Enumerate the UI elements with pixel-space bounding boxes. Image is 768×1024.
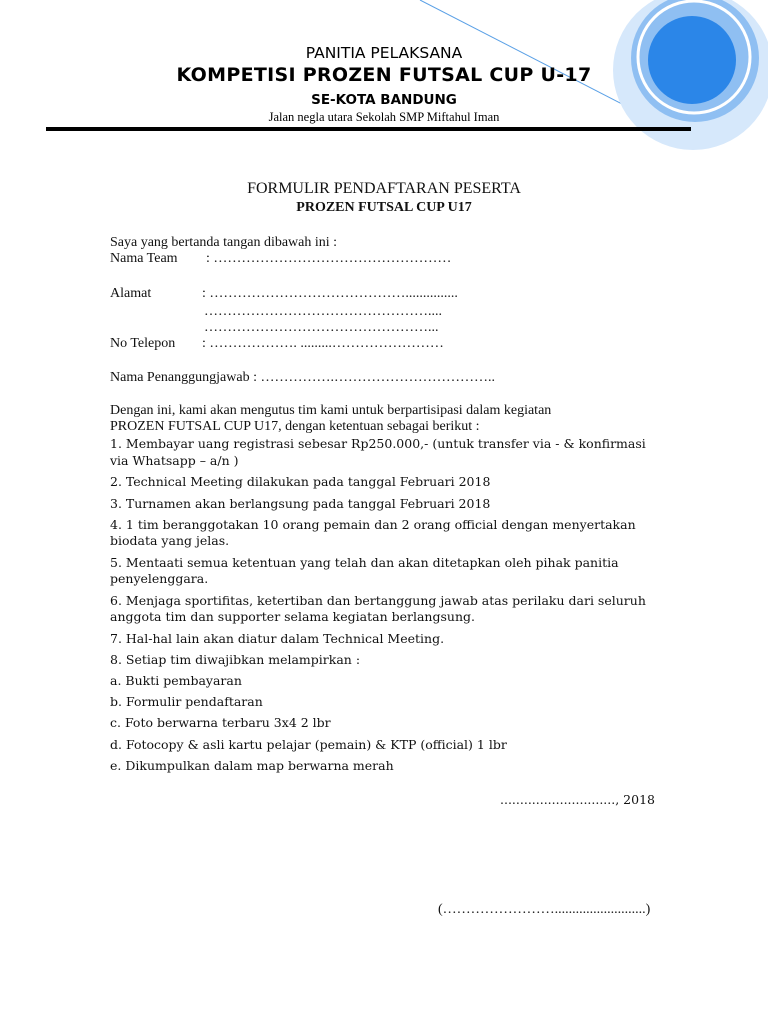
term-3: 3. Turnamen akan berlangsung pada tanggal Februari 2018	[110, 496, 491, 511]
paragraph-line-2: PROZEN FUTSAL CUP U17, dengan ketentuan sebagai berikut :	[110, 419, 480, 434]
competition-title: KOMPETISI PROZEN FUTSAL CUP U-17	[176, 64, 592, 86]
paragraph-line-1: Dengan ini, kami akan mengutus tim kami untuk berpartisipasi dalam kegiatan	[110, 403, 552, 418]
intro-text: Saya yang bertanda tangan dibawah ini :	[110, 235, 338, 250]
term-2: 2. Technical Meeting dilakukan pada tanggal Februari 2018	[110, 474, 491, 489]
team-field[interactable]: : ……………………………………………	[206, 251, 452, 266]
form-title: FORMULIR PENDAFTARAN PESERTA	[247, 180, 521, 197]
term-1-line-1: 1. Membayar uang registrasi sebesar Rp250.000,- (untuk transfer via - & konfirmasi	[110, 436, 646, 451]
term-4-line-2: biodata yang jelas.	[110, 533, 230, 548]
address-line: Jalan negla utara Sekolah SMP Miftahul Iman	[268, 110, 500, 124]
term-6-line-1: 6. Menjaga sportifitas, ketertiban dan bertanggung jawab atas perilaku dari seluruh	[110, 593, 646, 608]
committee-title: PANITIA PELAKSANA	[305, 44, 463, 62]
telepon-label: No Telepon	[110, 336, 176, 351]
telepon-field[interactable]: : ………………. .........……………………	[202, 336, 444, 351]
alamat-row	[110, 286, 458, 301]
requirement-d: d. Fotocopy & asli kartu pelajar (pemain) & KTP (official) 1 lbr	[110, 737, 507, 752]
team-label: Nama Team	[110, 251, 178, 266]
pj-row	[110, 370, 495, 385]
term-1-line-2: via Whatsapp – a/n )	[110, 453, 239, 468]
term-8: 8. Setiap tim diwajibkan melampirkan :	[110, 652, 361, 667]
requirement-c: c. Foto berwarna terbaru 3x4 2 lbr	[110, 715, 331, 730]
signature-field[interactable]: (……………………..........................)	[438, 902, 651, 917]
telepon-row	[110, 336, 444, 351]
alamat-field-3[interactable]: …………………………………………...	[204, 320, 439, 335]
requirement-b: b. Formulir pendaftaran	[110, 694, 263, 709]
header-divider	[46, 127, 691, 131]
alamat-field-2[interactable]: …………………………………………....	[204, 304, 442, 319]
requirement-a: a. Bukti pembayaran	[110, 673, 242, 688]
requirement-e: e. Dikumpulkan dalam map berwarna merah	[110, 758, 394, 773]
alamat-field-1[interactable]: : ……………………………………...............	[202, 286, 458, 301]
region-title: SE-KOTA BANDUNG	[311, 92, 457, 108]
term-6-line-2: anggota tim dan supporter selama kegiatan berlangsung.	[110, 609, 475, 624]
term-5-line-2: penyelenggara.	[110, 571, 209, 586]
form-subtitle: PROZEN FUTSAL CUP U17	[296, 200, 472, 215]
alamat-label: Alamat	[110, 286, 152, 301]
term-5-line-1: 5. Mentaati semua ketentuan yang telah dan akan ditetapkan oleh pihak panitia	[110, 555, 619, 570]
pj-label: Nama Penanggungjawab	[110, 370, 250, 385]
term-4-line-1: 4. 1 tim beranggotakan 10 orang pemain dan 2 orang official dengan menyertakan	[110, 517, 636, 532]
pj-field[interactable]: : …………….……………………………..	[253, 370, 495, 385]
term-7: 7. Hal-hal lain akan diatur dalam Technical Meeting.	[110, 631, 445, 646]
date-field[interactable]: ............................., 2018	[500, 792, 655, 807]
team-row	[110, 251, 451, 266]
